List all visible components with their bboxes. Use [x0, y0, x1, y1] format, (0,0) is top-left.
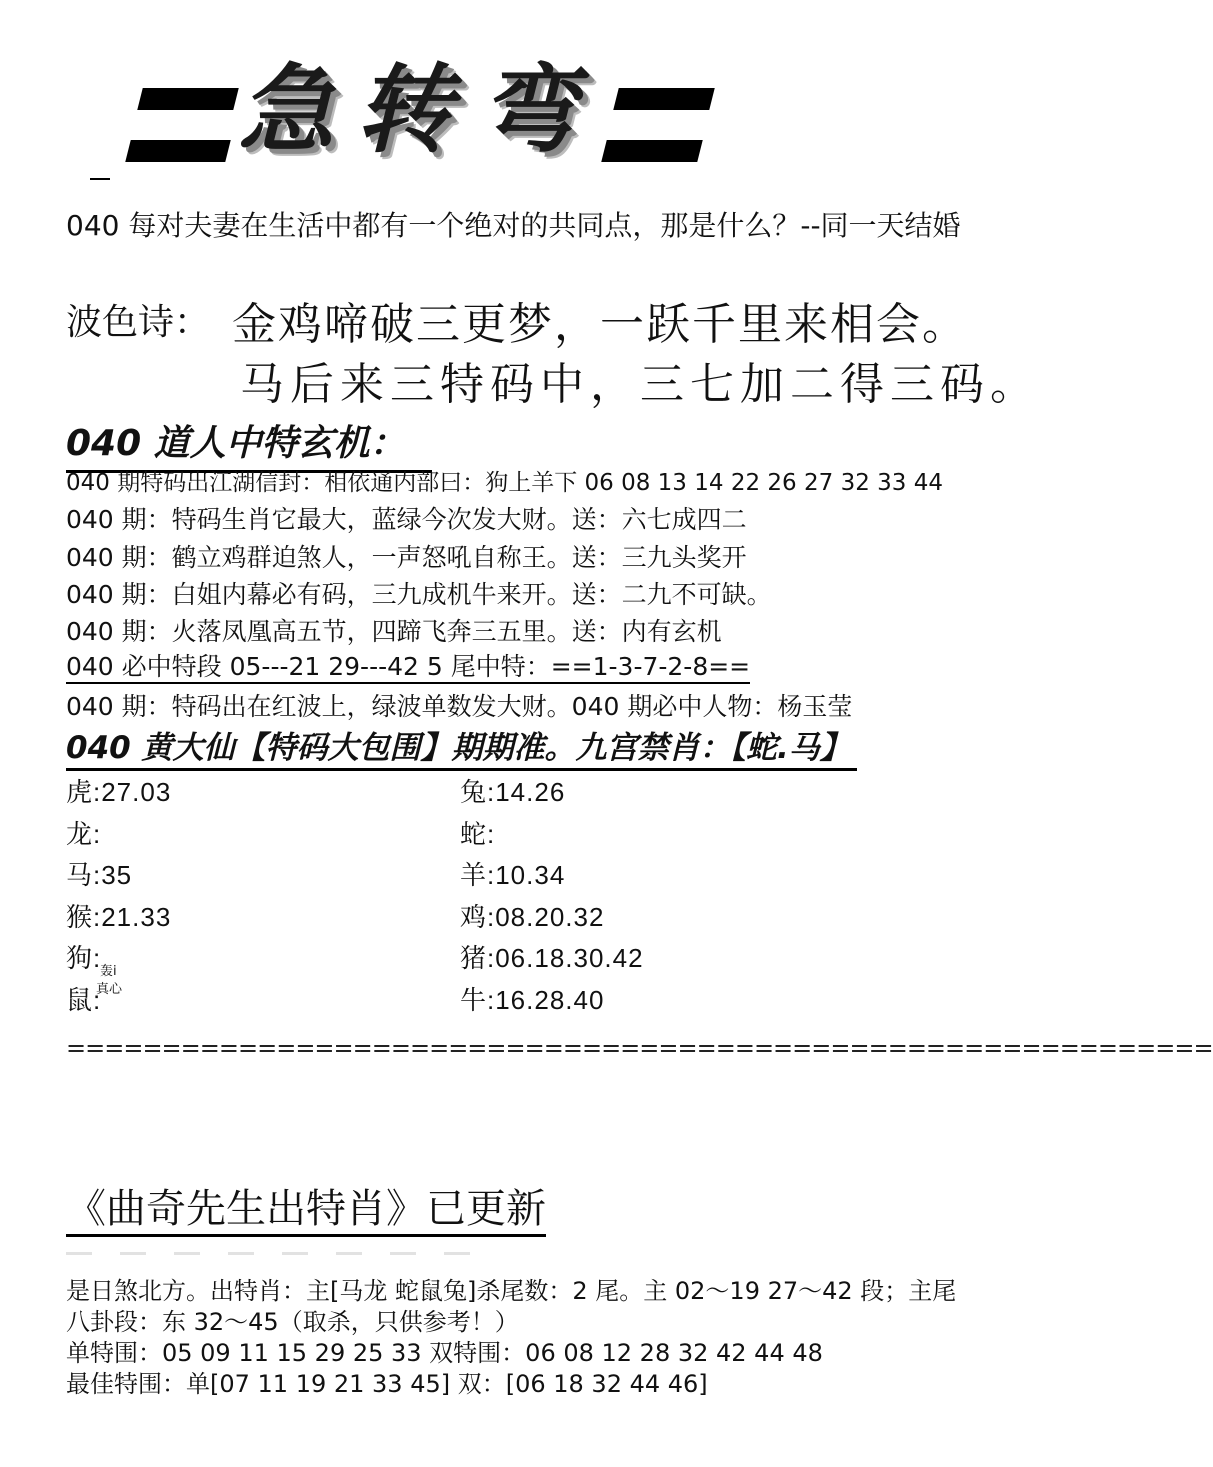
text-line: 040 期：火落凤凰高五节，四蹄飞奔三五里。送：内有玄机: [66, 617, 722, 646]
banner-dash: [90, 178, 110, 180]
bottom-line: 是日煞北方。出特肖：主[马龙 蛇鼠兔]杀尾数：2 尾。主 02～19 27～42 段；主尾: [66, 1277, 957, 1305]
text-line: 040 期：白姐内幕必有码，三九成机牛来开。送：二九不可缺。: [66, 580, 772, 609]
poem-label: 波色诗：: [66, 302, 211, 343]
text-line: 040 期：特码生肖它最大，蓝绿今次发大财。送：六七成四二: [66, 505, 747, 534]
banner-char-2: 转: [356, 53, 452, 166]
section-title-huangdaxian: 040 黄大仙【特码大包围】期期准。九宫禁肖：【蛇.马】: [66, 728, 857, 771]
zodiac-dragon: 龙:: [66, 819, 102, 849]
banner-bar-right-top: [613, 88, 714, 110]
bottom-line: 最佳特围：单[07 11 19 21 33 45] 双：[06 18 32 44 46]: [66, 1370, 708, 1398]
banner-bar-right-bottom: [601, 140, 702, 162]
zodiac-horse: 马:35: [66, 860, 133, 890]
section-title-daoren: 040 道人中特玄机：: [66, 418, 432, 473]
zodiac-monkey: 猴:21.33: [66, 902, 172, 932]
poem-line-1: 金鸡啼破三更梦，一跃千里来相会。: [232, 299, 968, 350]
faint-scan-marks: [66, 1240, 526, 1248]
banner-bar-left-top: [137, 88, 238, 110]
text-line: 040 期：鹤立鸡群迫煞人，一声怒吼自称王。送：三九头奖开: [66, 543, 747, 572]
bottom-line: 八卦段：东 32～45（取杀，只供参考！）: [66, 1308, 519, 1336]
banner-bar-left-bottom: [125, 140, 230, 162]
zodiac-goat: 羊:10.34: [460, 860, 566, 890]
text-line-underlined: 040 必中特段 05---21 29---42 5 尾中特：==1-3-7-2-8==: [66, 652, 750, 684]
poem-line-2: 马后来三特码中，三七加二得三码。: [240, 359, 1040, 410]
zodiac-snake: 蛇:: [460, 819, 496, 849]
zodiac-ox: 牛:16.28.40: [460, 985, 605, 1015]
zodiac-rabbit: 兔:14.26: [460, 777, 566, 807]
zodiac-rat: 鼠:: [66, 985, 102, 1015]
text-line: 040 期：特码出在红波上，绿波单数发大财。040 期必中人物：杨玉莹: [66, 692, 853, 721]
riddle-line: 040 每对夫妻在生活中都有一个绝对的共同点，那是什么？--同一天结婚: [66, 209, 961, 242]
zodiac-pig: 猪:06.18.30.42: [460, 943, 644, 973]
zodiac-rooster: 鸡:08.20.32: [460, 902, 605, 932]
text-line: 040 期特码出江湖信封：相依通内部曰：狗上羊下 06 08 13 14 22 26 27 32 33 44: [66, 470, 943, 496]
banner-char-3: 弯: [480, 53, 576, 166]
bottom-line: 单特围：05 09 11 15 29 25 33 双特围：06 08 12 28 32 42 44 48: [66, 1339, 823, 1367]
zodiac-dog: 狗:: [66, 943, 102, 973]
zodiac-tiger: 虎:27.03: [66, 777, 172, 807]
banner-char-1: 急: [238, 53, 334, 166]
small-stamp-text: 真心: [96, 982, 123, 997]
separator-line: ============================================================: [66, 1034, 1213, 1062]
small-stamp-text: 轰i: [100, 964, 117, 979]
update-notice-link[interactable]: 《曲奇先生出特肖》已更新: [66, 1184, 546, 1237]
